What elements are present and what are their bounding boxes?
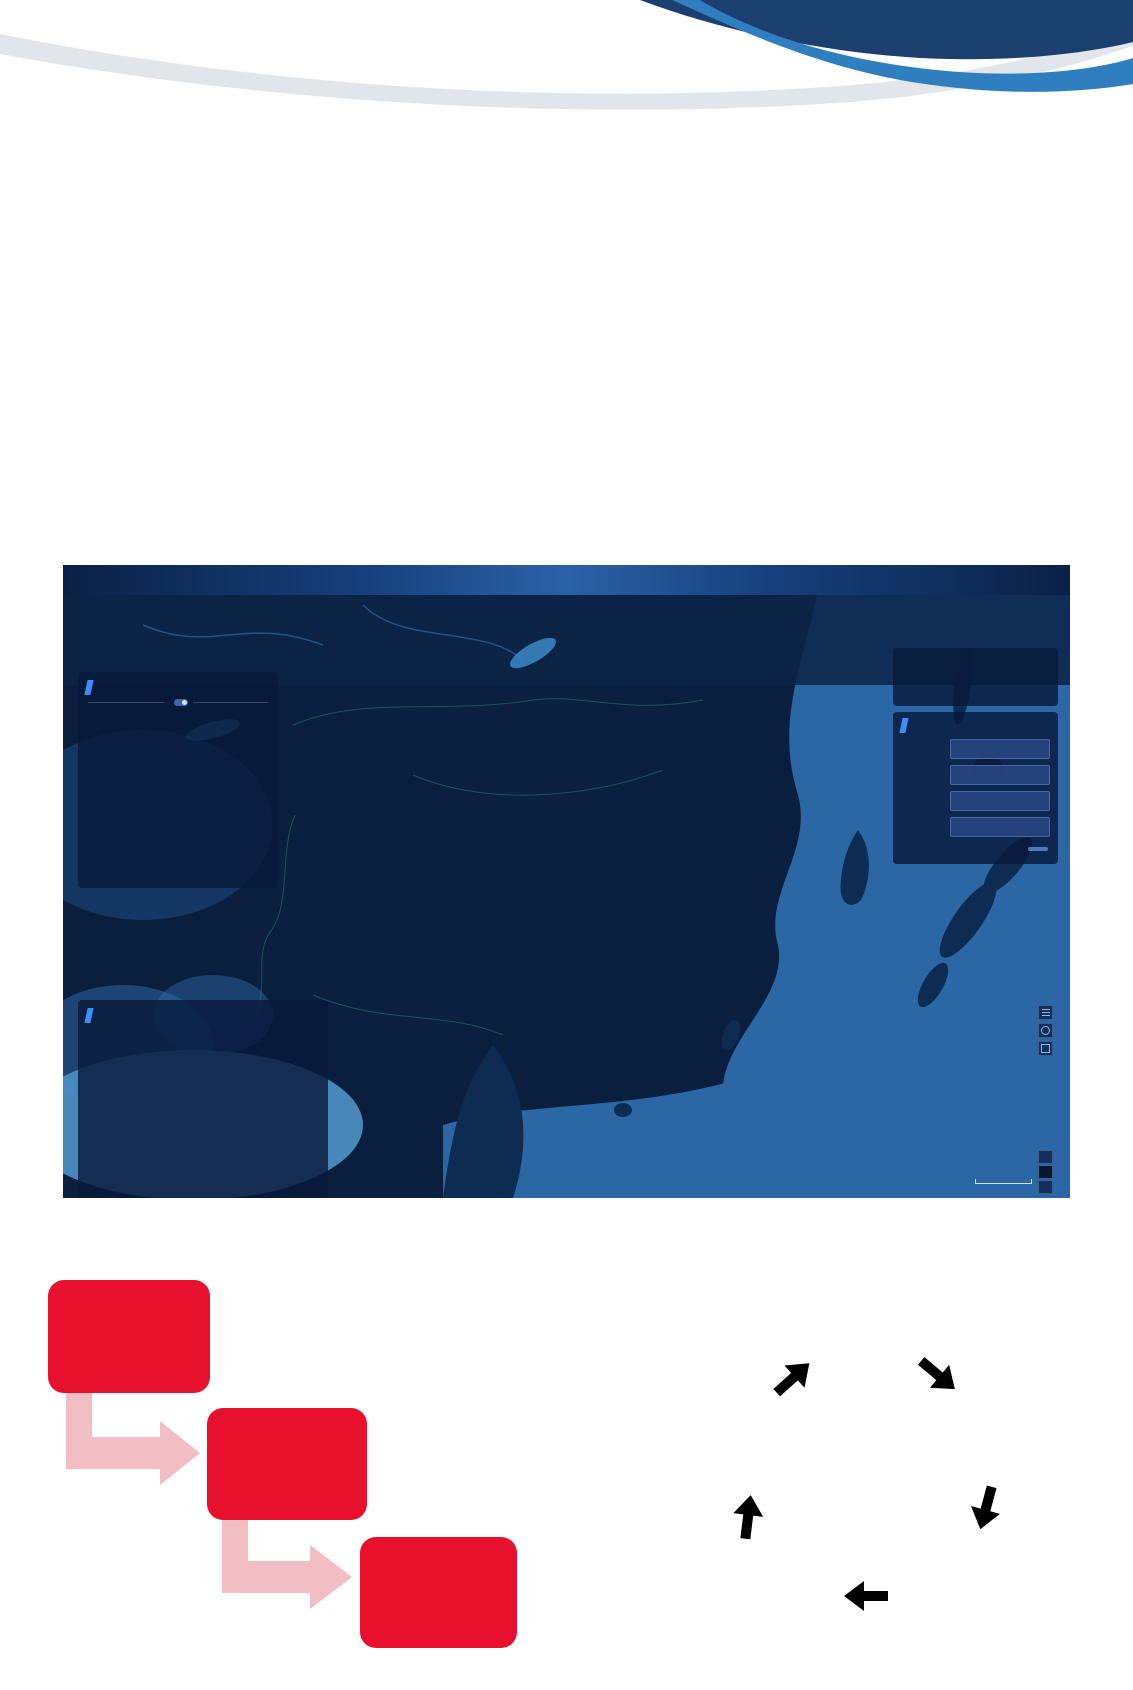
stat-total-drive-time [178,725,276,727]
map-zoom-control [1038,1150,1053,1194]
arrow-advice-to-enforcement [844,1581,888,1611]
local-foreign-select[interactable] [950,791,1050,811]
cycle-realtime-monitoring [809,1265,923,1379]
dashboard-screenshot [63,565,1070,1198]
stat-online-vehicles [178,713,276,715]
query-button[interactable] [1028,847,1048,851]
monitor-panel-title-row [78,672,278,698]
map-color-legend [893,648,1058,706]
legend-gradient-bar [901,659,1050,667]
legend-dot [228,1068,235,1075]
pie-legend [228,1042,239,1088]
zoom-in-button[interactable] [1038,1150,1053,1164]
arrow-monitoring-to-analysis [912,1349,965,1400]
refresh-row [78,698,278,706]
dashboard-titlebar [63,565,1070,595]
map-scale-bar [975,1177,1032,1184]
stat-registered-vehicles [80,713,178,715]
stat-total-mileage [80,725,178,727]
filter-row-local-foreign [893,788,1058,814]
filter-row-emission-standard [893,736,1058,762]
zoom-level-indicator [1038,1165,1053,1179]
pie-legend-item[interactable] [228,1068,239,1075]
emission-standard-select[interactable] [950,739,1050,759]
panel-accent-icon [84,1008,93,1023]
today-monitor-panel [78,672,278,888]
stat-pm [80,749,178,751]
pie-panel-title-row [78,1000,328,1026]
stat-co2 [80,737,178,739]
cycle-governance-advice [905,1540,1011,1646]
legend-dot [228,1055,235,1062]
monitor-stats-grid [78,706,278,751]
layers-glyph [1042,1009,1050,1016]
emission-standard-donut-chart [109,1039,199,1129]
arrow-analysis-to-advice [966,1483,1006,1533]
filter-actions [893,840,1058,851]
cycle-data-analysis [962,1370,1068,1476]
flow-box-spatial-display [360,1537,517,1648]
locate-icon[interactable] [1038,1023,1053,1038]
refresh-toggle[interactable] [174,699,188,706]
header-swoosh-decoration [0,0,1133,240]
filter-row-admin-region [893,814,1058,840]
legend-dot [228,1081,235,1088]
arrow-reduction-to-monitoring [767,1352,820,1404]
stat-nox [178,737,276,739]
panel-accent-icon [84,680,93,695]
data-filter-panel [893,712,1058,864]
map-toolbar [1038,1005,1053,1056]
usage-type-select[interactable] [950,765,1050,785]
legend-dot [228,1042,235,1049]
filter-panel-title-row [893,712,1058,736]
filter-row-usage-type [893,762,1058,788]
pie-legend-item[interactable] [228,1081,239,1088]
fullscreen-icon[interactable] [1038,1041,1053,1056]
emission-standard-pie-panel [78,1000,328,1198]
pie-legend-item[interactable] [228,1042,239,1049]
layers-icon[interactable] [1038,1005,1053,1020]
zoom-out-button[interactable] [1038,1180,1053,1194]
cycle-emission-reduction [660,1369,776,1485]
cycle-law-enforcement [719,1538,833,1652]
fullscreen-glyph [1041,1044,1050,1053]
stat-voc [178,749,276,751]
flow-box-simulation-algorithm [207,1408,367,1520]
panel-accent-icon [899,718,908,733]
flow-box-vehicle-data [48,1280,210,1393]
locate-glyph [1041,1026,1050,1035]
pie-legend-item[interactable] [228,1055,239,1062]
scale-line [975,1179,1032,1184]
admin-region-select[interactable] [950,817,1050,837]
arrow-enforcement-to-reduction [730,1493,765,1540]
